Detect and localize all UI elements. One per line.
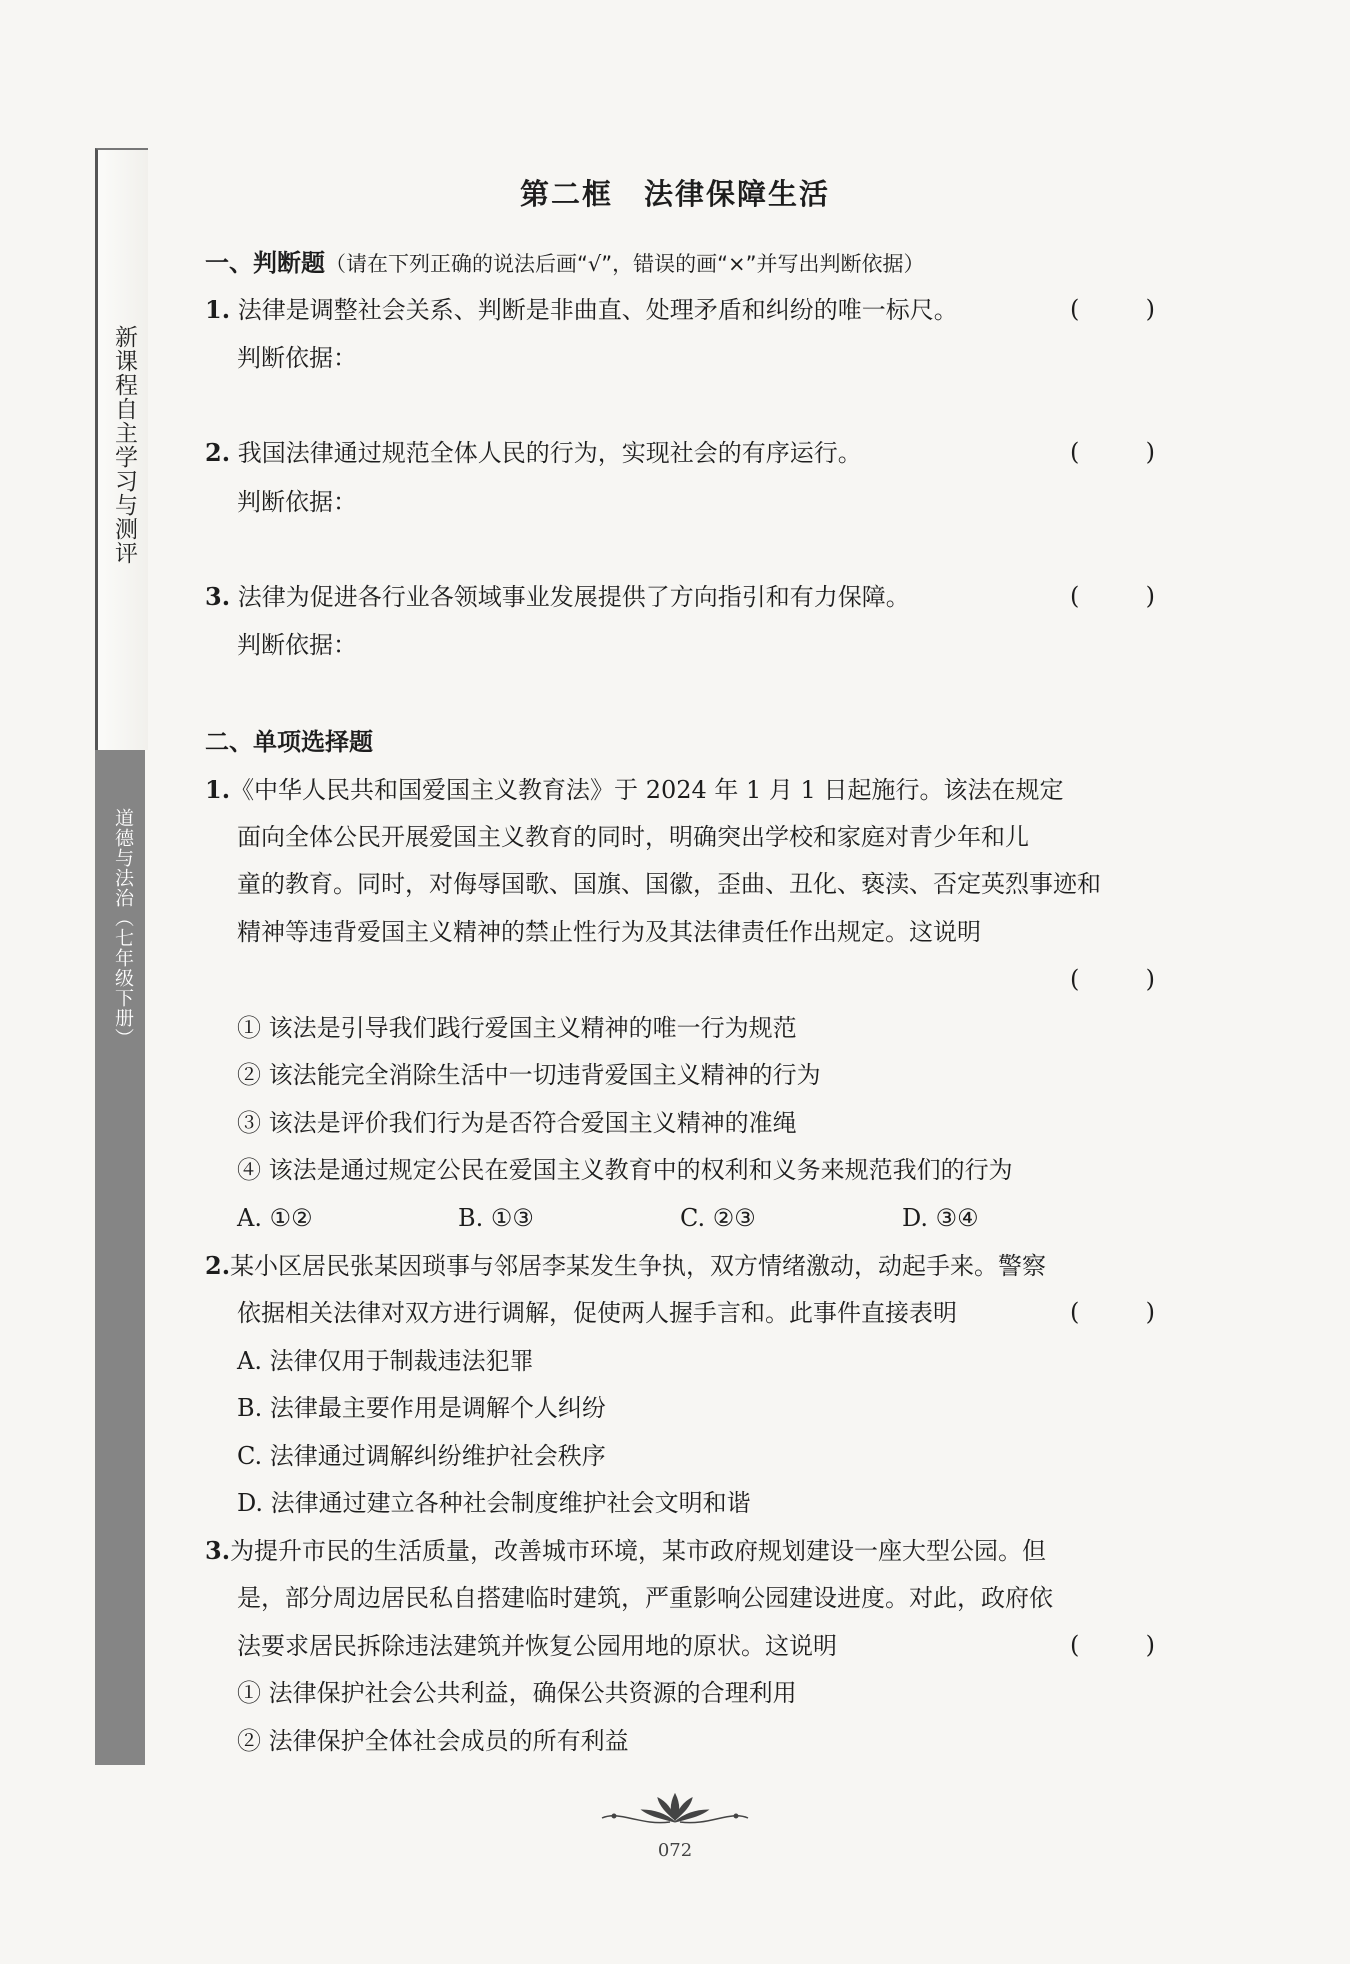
choice-q3-line-3: 法要求居民拆除违法建筑并恢复公园用地的原状。这说明: [237, 1632, 837, 1660]
q1-option-b[interactable]: B. ①③: [458, 1204, 534, 1232]
item-number: 2.: [205, 1251, 231, 1280]
judgment-basis-label: 判断依据：: [237, 631, 357, 659]
question-text: 某小区居民张某因琐事与邻居李某发生争执，双方情绪激动，动起手来。警察: [230, 1252, 1047, 1280]
q1-statement-2: ② 该法能完全消除生活中一切违背爱国主义精神的行为: [237, 1061, 821, 1089]
judgment-basis-label: 判断依据：: [237, 488, 357, 516]
choice-section-heading: 二、单项选择题: [205, 728, 373, 756]
item-number: 1.: [205, 775, 231, 804]
judgment-heading-text: 一、判断题: [205, 249, 325, 277]
choice-q1-line-4: 精神等违背爱国主义精神的禁止性行为及其法律责任作出规定。这说明: [237, 918, 981, 946]
choice-q3-line-2: 是，部分周边居民私自搭建临时建筑，严重影响公园建设进度。对此，政府依: [237, 1584, 1053, 1612]
judgment-basis-label: 判断依据：: [237, 344, 357, 372]
footer-ornament-icon: [600, 1790, 750, 1830]
judgment-item-2: [205, 438, 862, 468]
q2-option-d[interactable]: D. 法律通过建立各种社会制度维护社会文明和谐: [237, 1489, 751, 1517]
q1-statement-3: ③ 该法是评价我们行为是否符合爱国主义精神的准绳: [237, 1109, 797, 1137]
choice-q2-line-2: 依据相关法律对双方进行调解，促使两人握手言和。此事件直接表明: [237, 1299, 957, 1327]
item-number: 3.: [205, 582, 231, 611]
choice-q1-line-1: [205, 775, 1063, 805]
item-text: 法律是调整社会关系、判断是非曲直、处理矛盾和纠纷的唯一标尺。: [237, 296, 958, 324]
sidebar-book-title: 新课程自主学习与测评: [111, 325, 137, 565]
item-number: 2.: [205, 438, 231, 467]
judgment-section-heading: [205, 248, 925, 279]
choice-q2-line-1: [205, 1251, 1046, 1281]
q2-option-b[interactable]: B. 法律最主要作用是调解个人纠纷: [237, 1394, 606, 1422]
item-number: 1.: [205, 295, 231, 324]
judgment-item-1: [205, 295, 958, 325]
answer-blank[interactable]: ( ): [1070, 582, 1155, 610]
item-text: 我国法律通过规范全体人民的行为，实现社会的有序运行。: [237, 439, 862, 467]
choice-q3-line-1: [205, 1536, 1046, 1566]
question-text: 《中华人民共和国爱国主义教育法》于 2024 年 1 月 1 日起施行。该法在规定: [230, 776, 1064, 804]
answer-blank[interactable]: ( ): [1070, 965, 1155, 993]
choice-q1-line-3: 童的教育。同时，对侮辱国歌、国旗、国徽，歪曲、丑化、亵渎、否定英烈事迹和: [237, 870, 1101, 898]
page-number: 072: [657, 1840, 693, 1861]
answer-blank[interactable]: ( ): [1070, 295, 1155, 323]
q3-statement-2: ② 法律保护全体社会成员的所有利益: [237, 1727, 629, 1755]
q1-option-d[interactable]: D. ③④: [902, 1204, 979, 1232]
q2-option-a[interactable]: A. 法律仅用于制裁违法犯罪: [237, 1347, 534, 1375]
judgment-item-3: [205, 582, 910, 612]
q1-statement-4: ④ 该法是通过规定公民在爱国主义教育中的权利和义务来规范我们的行为: [237, 1156, 1013, 1184]
choice-q1-line-2: 面向全体公民开展爱国主义教育的同时，明确突出学校和家庭对青少年和儿: [237, 823, 1029, 851]
q1-option-c[interactable]: C. ②③: [680, 1204, 756, 1232]
q1-statement-1: ① 该法是引导我们践行爱国主义精神的唯一行为规范: [237, 1014, 797, 1042]
answer-blank[interactable]: ( ): [1070, 438, 1155, 466]
answer-blank[interactable]: ( ): [1070, 1298, 1155, 1326]
page-title: 第二框 法律保障生活: [519, 177, 830, 211]
q3-statement-1: ① 法律保护社会公共利益，确保公共资源的合理利用: [237, 1679, 797, 1707]
item-text: 法律为促进各行业各领域事业发展提供了方向指引和有力保障。: [237, 583, 910, 611]
judgment-heading-note: （请在下列正确的说法后画“√”，错误的画“×”并写出判断依据）: [325, 252, 925, 276]
answer-blank[interactable]: ( ): [1070, 1631, 1155, 1659]
question-text: 为提升市民的生活质量，改善城市环境，某市政府规划建设一座大型公园。但: [230, 1537, 1047, 1565]
item-number: 3.: [205, 1536, 231, 1565]
sidebar-subject-label: 道德与法治（七年级下册）: [112, 808, 134, 1048]
q1-option-a[interactable]: A. ①②: [237, 1204, 313, 1232]
q2-option-c[interactable]: C. 法律通过调解纠纷维护社会秩序: [237, 1442, 606, 1470]
